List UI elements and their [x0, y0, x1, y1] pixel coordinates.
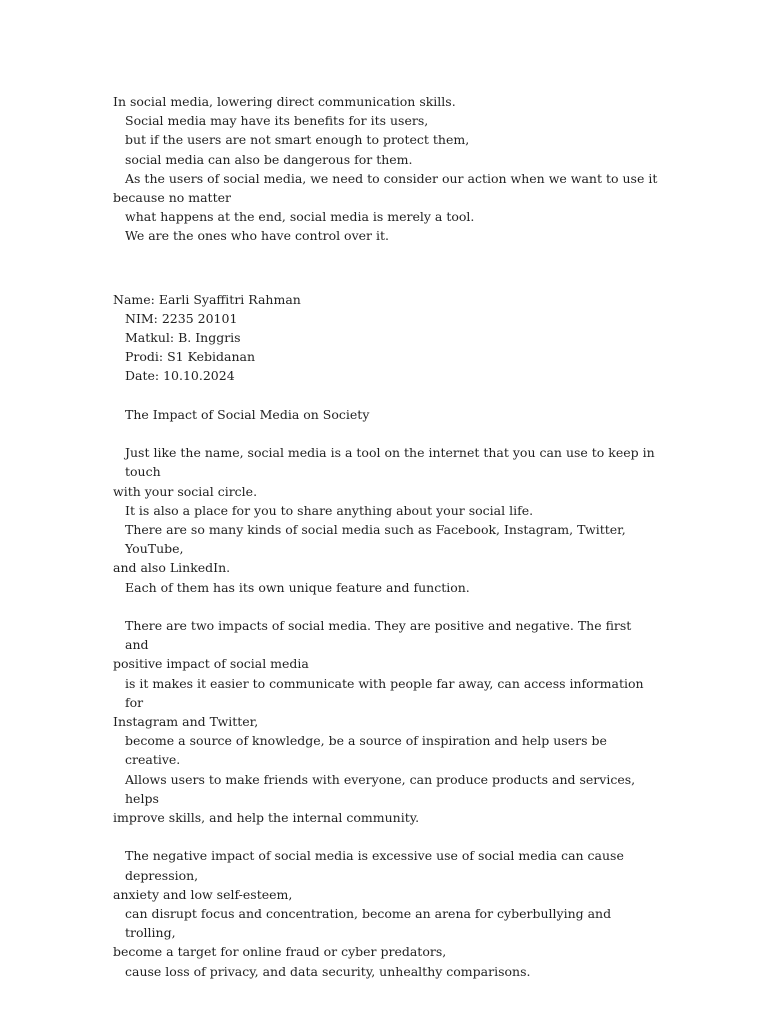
- identity-block: [113, 290, 658, 386]
- text-line: cause loss of privacy, and data security, unhealthy comparisons.: [125, 963, 531, 979]
- text-line: and also LinkedIn.: [113, 560, 231, 576]
- text-line: with your social circle.: [113, 483, 258, 499]
- text-line: Each of them has its own unique feature and function.: [125, 579, 470, 595]
- text-line: can disrupt focus and concentration, become an arena for cyberbullying and trolling,: [125, 906, 616, 941]
- spacer: [113, 246, 658, 290]
- text-line: what happens at the end, social media is merely a tool.: [125, 209, 475, 225]
- paragraph-definition: [113, 443, 658, 597]
- spacer: [113, 597, 658, 616]
- text-line: is it makes it easier to communicate with people far away, can access information for: [125, 675, 648, 710]
- text-line: We are the ones who have control over it.: [125, 228, 389, 244]
- student-name: Name: Earli Syaffitri Rahman: [113, 291, 301, 307]
- text-line: Instagram and Twitter,: [113, 714, 259, 730]
- paragraph-positive-impact: [113, 616, 658, 827]
- text-line: Allows users to make friends with everyone, can produce products and services, helps: [125, 771, 640, 806]
- text-line: become a target for online fraud or cyber predators,: [113, 944, 447, 960]
- text-line: There are so many kinds of social media such as Facebook, Instagram, Twitter, YouTube,: [125, 522, 630, 557]
- spacer: [113, 386, 658, 405]
- intro-paragraph: [113, 92, 658, 246]
- text-line: because no matter: [113, 190, 231, 206]
- paragraph-negative-impact: [113, 846, 658, 980]
- text-line: positive impact of social media: [113, 656, 309, 672]
- text-line: anxiety and low self-esteem,: [113, 886, 293, 902]
- student-nim: NIM: 2235 20101: [125, 310, 238, 326]
- text-line: but if the users are not smart enough to protect them,: [125, 132, 470, 148]
- text-line: improve skills, and help the internal community.: [113, 810, 420, 826]
- spacer: [113, 424, 658, 443]
- text-line: Just like the name, social media is a tool on the internet that you can use to keep in touch: [125, 445, 659, 480]
- text-line: Social media may have its benefits for its users,: [125, 113, 429, 129]
- course-name: Matkul: B. Inggris: [125, 330, 241, 346]
- text-line: In social media, lowering direct communication skills.: [113, 94, 456, 109]
- text-line: There are two impacts of social media. They are positive and negative. The first and: [125, 618, 636, 653]
- text-line: The negative impact of social media is excessive use of social media can cause depression,: [125, 848, 628, 883]
- spacer: [113, 827, 658, 846]
- text-line: It is also a place for you to share anything about your social life.: [125, 502, 534, 518]
- text-line: social media can also be dangerous for them.: [125, 151, 413, 167]
- text-line: become a source of knowledge, be a source of inspiration and help users be creative.: [125, 733, 611, 768]
- study-program: Prodi: S1 Kebidanan: [125, 349, 255, 365]
- text-line: As the users of social media, we need to consider our action when we want to use it: [125, 170, 658, 186]
- document-page: [113, 92, 658, 981]
- document-title: The Impact of Social Media on Society: [125, 406, 370, 422]
- document-date: Date: 10.10.2024: [125, 368, 235, 384]
